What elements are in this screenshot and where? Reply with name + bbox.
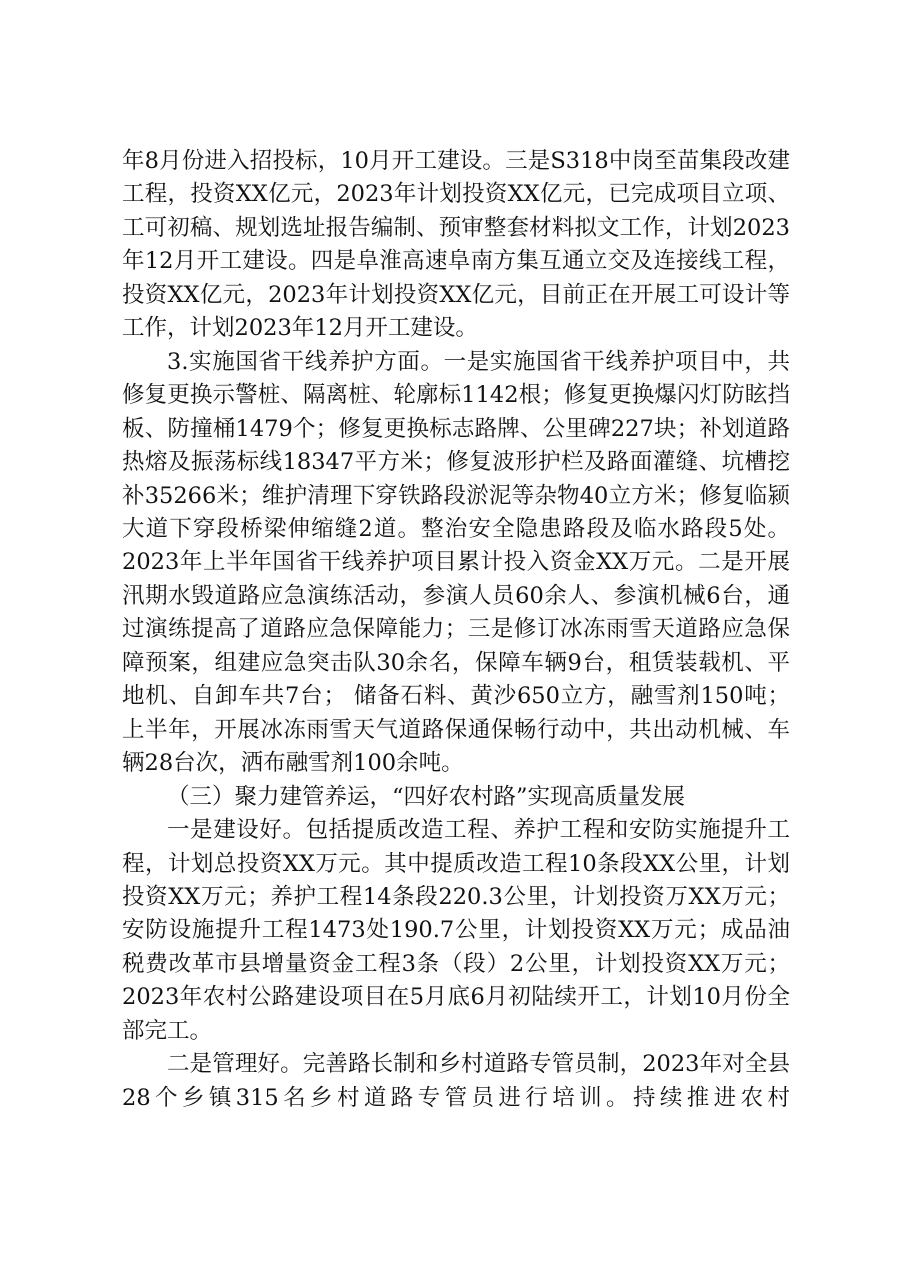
paragraph-expressway-projects: 年8月份进入招投标，10月开工建设。三是S318中岗至苗集段改建工程，投资XX亿元，2023年计划投资XX亿元，已完成项目立项、工可初稿、规划选址报告编制、预审整套材料拟文工作，计划2023年12月开工建设。四是阜淮高速阜南方集互通立交及连接线工程，投资XX亿元，2023年计划投资XX亿元，目前正在开展工可设计等工作，计划2023年12月开工建设。 [122,148,790,342]
paragraph-construction: 一是建设好。包括提质改造工程、养护工程和安防实施提升工程，计划总投资XX万元。其中提质改造工程10条段XX公里，计划投资XX万元；养护工程14条段220.3公里，计划投资万XX万元；安防设施提升工程1473处190.7公里，计划投资XX万元；成品油税费改革市县增量资金工程3条（段）2公里，计划投资XX万元；2023年农村公路建设项目在5月底6月初陆续开工，计划10月份全部完工。 [122,817,790,1044]
paragraph-trunk-line-maintenance: 3.实施国省干线养护方面。一是实施国省干线养护项目中，共修复更换示警桩、隔离桩、轮廓标1142根；修复更换爆闪灯防眩挡板、防撞桶1479个；修复更换标志路牌、公里碑227块；补划道路热熔及振荡标线18347平方米；修复波形护栏及路面灌缝、坑槽挖补35266米；维护清理下穿铁路段淤泥等杂物40立方米；修复临颍大道下穿段桥梁伸缩缝2道。整治安全隐患路段及临水路段5处。2023年上半年国省干线养护项目累计投入资金XX万元。二是开展汛期水毁道路应急演练活动，参演人员60余人、参演机械6台，通过演练提高了道路应急保障能力；三是修订冰冻雨雪天道路应急保障预案，组建应急突击队30余名，保障车辆9台，租赁装载机、平地机、自卸车共7台； 储备石料、黄沙650立方，融雪剂150吨；上半年，开展冰冻雨雪天气道路保通保畅行动中，共出动机械、车辆28台次，洒布融雪剂100余吨。 [122,348,790,777]
section-heading-rural-roads: （三）聚力建管养运，“四好农村路”实现高质量发展 [167,783,686,810]
paragraph-management: 二是管理好。完善路长制和乡村道路专管员制，2023年对全县28个乡镇315名乡村道路专管员进行培训。持续推进农村 [122,1051,790,1111]
document-body [122,145,790,1115]
